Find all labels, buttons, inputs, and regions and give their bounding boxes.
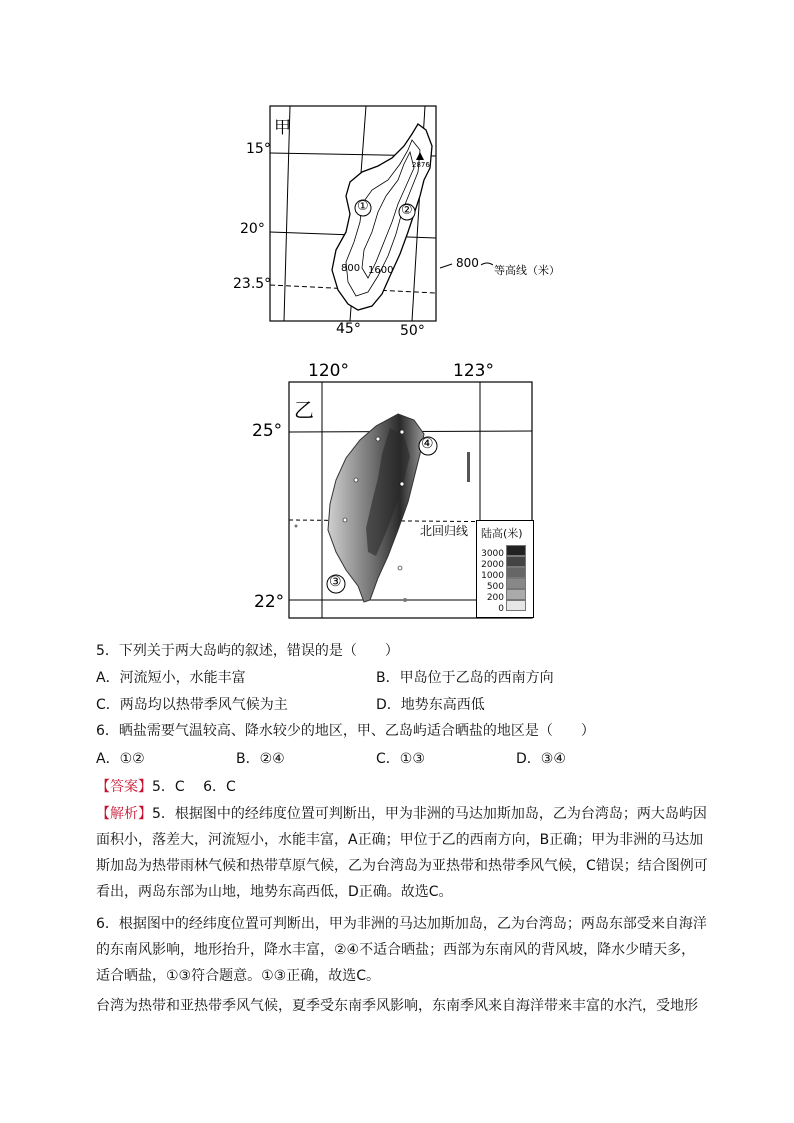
- map-jia-lon-45: 45°: [336, 321, 361, 337]
- legend-value: 3000: [481, 549, 504, 559]
- map-jia-elev-1600: 1600: [368, 265, 394, 276]
- analysis-tag: 【解析】: [96, 806, 152, 822]
- map-jia-lon-50: 50°: [400, 323, 425, 339]
- legend-swatch: [506, 545, 526, 556]
- map-jia-elev-800: 800: [341, 263, 361, 274]
- legend-swatch: [506, 556, 526, 567]
- map-jia-lat-20: 20°: [240, 221, 265, 237]
- legend-swatch: [506, 578, 526, 589]
- q6-option-b: B．②④: [236, 751, 285, 767]
- analysis-paragraph-3: 台湾为热带和亚热带季风气候，夏季受东南季风影响，东南季风来自海洋带来丰富的水汽，受地形: [96, 998, 698, 1014]
- answer-line: [96, 777, 236, 797]
- legend-value: 1000: [481, 571, 504, 581]
- question-6-stem: 6．晒盐需要气温较高、降水较少的地区，甲、乙岛屿适合晒盐的地区是（ ）: [96, 723, 595, 739]
- region-marker-4: ④: [421, 436, 434, 452]
- answer-text: 5．C 6．C: [152, 779, 236, 795]
- analysis-paragraph-1: [96, 801, 708, 905]
- answer-tag: 【答案】: [96, 779, 152, 795]
- elevation-legend: [476, 520, 534, 618]
- map-jia-lat-23-5: 23.5°: [233, 276, 272, 292]
- map-yi-lon-123: 123°: [453, 361, 494, 381]
- q5-option-d: D．地势东高西低: [376, 697, 485, 713]
- legend-value: 500: [486, 582, 504, 592]
- map-jia-legend-value: 800: [456, 256, 479, 270]
- legend-swatch: [506, 567, 526, 578]
- map-yi-lat-25: 25°: [252, 421, 283, 441]
- legend-value: 200: [486, 593, 504, 603]
- q6-option-a: A．①②: [96, 751, 145, 767]
- q6-option-c: C．①③: [376, 751, 425, 767]
- region-marker-3: ③: [329, 574, 342, 590]
- q6-option-d: D．③④: [516, 751, 566, 767]
- region-marker-2: ②: [401, 203, 413, 218]
- map-jia-tag: 甲: [274, 118, 291, 138]
- map-jia-legend-label: 等高线（米）: [494, 264, 560, 277]
- legend-title: 陆高(米): [481, 527, 523, 540]
- legend-value: 2000: [481, 560, 504, 570]
- legend-swatch: [506, 589, 526, 600]
- analysis-p1: 5．根据图中的经纬度位置可判断出，甲为非洲的马达加斯加岛，乙为台湾岛；两大岛屿因面积小，落差大，河流短小，水能丰富，A正确；甲位于乙的西南方向，B正确；甲为非洲的马达加斯加岛为热带雨林气候和热带草原气候，乙为台湾岛为亚热带和热带季风气候，C错误；结合图例可看出，两岛东部为山地，地势东高西低，D正确。故选C。: [96, 806, 708, 900]
- q5-option-a: A．河流短小，水能丰富: [96, 670, 246, 686]
- q5-option-c: C．两岛均以热带季风气候为主: [96, 697, 288, 713]
- region-marker-1: ①: [357, 199, 369, 214]
- q5-option-b: B．甲岛位于乙岛的西南方向: [376, 670, 554, 686]
- question-5-stem: 5．下列关于两大岛屿的叙述，错误的是（ ）: [96, 643, 399, 659]
- legend-swatch: [506, 600, 526, 611]
- map-yi-tag: 乙: [294, 398, 314, 422]
- map-yi-lat-22: 22°: [254, 592, 285, 612]
- map-jia-elev-2876: 2876: [412, 161, 430, 169]
- map-yi-lon-120: 120°: [308, 361, 349, 381]
- legend-value: 0: [498, 604, 504, 614]
- analysis-paragraph-2: 6．根据图中的经纬度位置可判断出，甲为非洲的马达加斯加岛，乙为台湾岛；两岛东部受来自海洋的东南风影响，地形抬升，降水丰富，②④不适合晒盐；西部为东南风的背风坡，降水少晴天多，适合晒盐，①③符合题意。①③正确，故选C。: [96, 916, 707, 984]
- map-jia-lat-15: 15°: [246, 141, 271, 157]
- tropic-label: 北回归线: [420, 524, 469, 538]
